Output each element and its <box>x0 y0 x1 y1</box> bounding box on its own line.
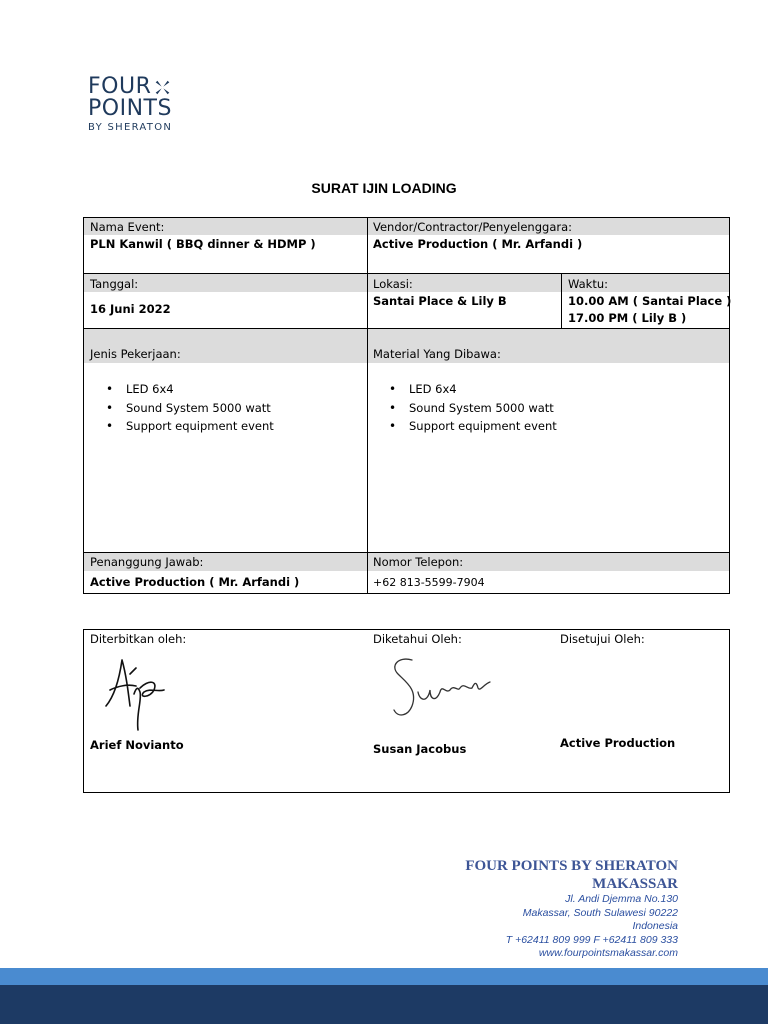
loading-permit-form <box>83 217 730 594</box>
address-website: www.fourpointsmakassar.com <box>538 947 678 959</box>
list-item: • LED 6x4 <box>379 380 557 399</box>
waktu-value-1: 10.00 AM ( Santai Place ) <box>568 294 732 308</box>
vendor-value: Active Production ( Mr. Arfandi ) <box>373 237 583 251</box>
material-label: Material Yang Dibawa: <box>373 347 501 361</box>
waktu-value-2: 17.00 PM ( Lily B ) <box>568 311 687 325</box>
penanggung-jawab-value: Active Production ( Mr. Arfandi ) <box>90 575 300 589</box>
address-city: Makassar, South Sulawesi 90222 <box>522 906 678 919</box>
nama-event-value: PLN Kanwil ( BBQ dinner & HDMP ) <box>90 237 316 251</box>
hotel-name-line2: MAKASSAR <box>592 876 678 892</box>
list-item: • Support equipment event <box>96 417 274 436</box>
telepon-label: Nomor Telepon: <box>373 555 464 569</box>
row-divider <box>84 552 729 553</box>
telepon-value: +62 813-5599-7904 <box>373 576 485 589</box>
document-title: SURAT IJIN LOADING <box>311 180 457 196</box>
address-phone: T +62411 809 999 F +62411 809 333 <box>505 933 678 946</box>
column-divider <box>561 273 562 328</box>
address-street: Jl. Andi Djemma No.130 <box>565 893 678 905</box>
four-points-mark-icon <box>154 79 171 96</box>
material-list <box>379 380 557 436</box>
column-divider <box>367 218 368 593</box>
hotel-name-line1: FOUR POINTS BY SHERATON <box>465 858 678 874</box>
logo-text-sheraton: BY SHERATON <box>88 122 173 133</box>
hotel-logo <box>88 76 172 133</box>
lokasi-label: Lokasi: <box>373 277 413 291</box>
penanggung-jawab-label: Penanggung Jawab: <box>90 555 204 569</box>
signature-section <box>83 629 730 793</box>
nama-event-label: Nama Event: <box>90 220 165 234</box>
address-country: Indonesia <box>632 920 678 932</box>
footer-band-dark <box>0 985 768 1024</box>
jenis-pekerjaan-list <box>96 380 274 436</box>
lokasi-value: Santai Place & Lily B <box>373 294 507 308</box>
list-item: • LED 6x4 <box>96 380 274 399</box>
jenis-pekerjaan-label: Jenis Pekerjaan: <box>90 347 181 361</box>
row-divider <box>84 328 729 329</box>
logo-line-four <box>88 76 172 98</box>
known-by-label: Diketahui Oleh: <box>373 632 462 646</box>
issued-by-name: Arief Novianto <box>90 738 184 752</box>
arief-signature-icon <box>100 654 170 734</box>
tanggal-label: Tanggal: <box>90 277 139 291</box>
row-divider <box>84 273 729 274</box>
list-item: • Sound System 5000 watt <box>379 399 557 418</box>
susan-signature-icon <box>384 650 499 725</box>
approved-by-name: Active Production <box>560 736 676 750</box>
issued-by-label: Diterbitkan oleh: <box>90 632 187 646</box>
approved-by-label: Disetujui Oleh: <box>560 632 645 646</box>
tanggal-value: 16 Juni 2022 <box>90 302 171 316</box>
known-by-name: Susan Jacobus <box>373 742 467 756</box>
list-item: • Support equipment event <box>379 417 557 436</box>
logo-text-points: POINTS <box>88 96 172 121</box>
vendor-label: Vendor/Contractor/Penyelenggara: <box>373 220 573 234</box>
waktu-label: Waktu: <box>568 277 609 291</box>
hotel-address-block <box>465 857 678 961</box>
list-item: • Sound System 5000 watt <box>96 399 274 418</box>
logo-text-four: FOUR <box>88 74 152 99</box>
footer-band-light <box>0 968 768 985</box>
